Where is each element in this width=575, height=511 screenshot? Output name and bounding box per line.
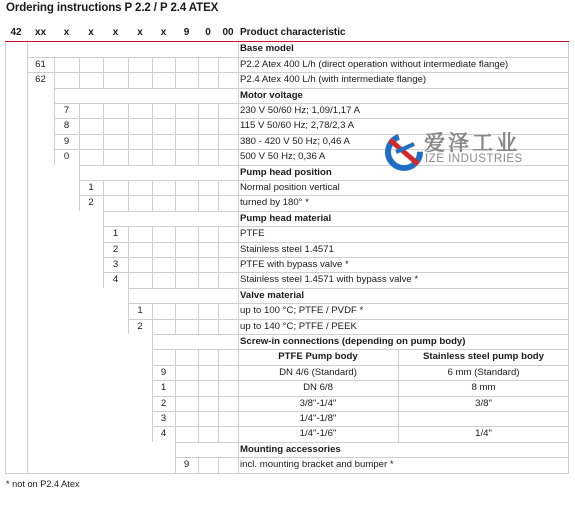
cell-divider: [198, 396, 199, 411]
cell-divider: [238, 272, 239, 287]
header-code: x: [137, 27, 143, 38]
cell-divider: [398, 396, 399, 411]
header-code: 0: [205, 27, 211, 38]
cell-divider: [175, 303, 176, 318]
cell-divider: [238, 103, 239, 118]
cell-divider: [175, 57, 176, 72]
option-code: 3: [112, 259, 119, 270]
cell-divider: [198, 103, 199, 118]
cell-divider: [152, 303, 153, 318]
outer-left: [5, 41, 6, 472]
option-stainless: [398, 411, 569, 426]
header-code: x: [160, 27, 167, 38]
option-code: 9: [63, 135, 70, 147]
cell-divider: [128, 180, 129, 195]
cell-divider: [128, 226, 129, 241]
cell-divider: [175, 257, 176, 272]
header-code: x: [88, 27, 94, 38]
cell-divider: [218, 134, 219, 149]
cell-divider: [152, 272, 153, 287]
option-code: 9: [160, 366, 167, 378]
logo-cn-text: 爱泽工业: [424, 132, 520, 155]
cell-divider: [198, 118, 199, 133]
cell-divider: [152, 334, 153, 349]
option-code: 8: [63, 120, 70, 132]
option-stainless: 8 mm: [471, 382, 496, 394]
ordering-table: [5, 25, 569, 473]
option-stainless: 3/8": [475, 397, 492, 409]
cell-divider: [128, 272, 129, 287]
cell-divider: [103, 211, 104, 226]
cell-divider: [398, 426, 399, 441]
cell-divider: [175, 365, 176, 380]
cell-divider: [103, 134, 104, 149]
option-text: 500 V 50 Hz; 0,36 A: [240, 151, 326, 163]
cell-divider: [398, 349, 399, 364]
cell-divider: [198, 380, 199, 395]
option-text: incl. mounting bracket and bumper *: [240, 459, 394, 471]
cell-divider: [218, 396, 219, 411]
cell-divider: [238, 195, 239, 210]
cell-divider: [152, 242, 153, 257]
header-code: 42: [10, 27, 22, 38]
option-text: PTFE with bypass valve *: [240, 259, 349, 270]
cell-divider: [238, 88, 239, 103]
cell-divider: [238, 57, 239, 72]
cell-divider: [103, 57, 104, 72]
option-text: Stainless steel 1.4571: [240, 243, 334, 255]
cell-divider: [398, 365, 399, 380]
cell-divider: [79, 72, 80, 87]
cell-divider: [152, 134, 153, 149]
header-code: x: [112, 27, 119, 38]
cell-divider: [218, 365, 219, 380]
subheader-ptfe: PTFE Pump body: [278, 351, 358, 363]
cell-divider: [79, 165, 80, 180]
cell-divider: [238, 180, 239, 195]
cell-divider: [152, 226, 153, 241]
cell-divider: [398, 380, 399, 395]
cell-divider: [79, 149, 80, 164]
option-code: 9: [183, 459, 190, 471]
cell-divider: [238, 288, 239, 303]
header-code: x: [63, 27, 70, 38]
cell-divider: [238, 257, 239, 272]
row-divider: [54, 88, 569, 89]
cell-divider: [175, 442, 176, 457]
option-ptfe: 1/4"-1/6": [299, 428, 337, 440]
cell-divider: [128, 118, 129, 133]
row-divider: [103, 211, 569, 212]
cell-divider: [152, 257, 153, 272]
cell-divider: [238, 334, 239, 349]
cell-divider: [128, 57, 129, 72]
cell-divider: [218, 303, 219, 318]
logo-en-text: IZE INDUSTRIES: [425, 153, 523, 165]
option-code: 2: [160, 397, 167, 409]
subheader-stainless: Stainless steel pump body: [422, 351, 545, 363]
cell-divider: [152, 319, 153, 334]
cell-divider: [218, 180, 219, 195]
option-text: P2.2 Atex 400 L/h (direct operation without intermediate flange): [240, 58, 509, 70]
option-text: 380 - 420 V 50 Hz; 0,46 A: [240, 135, 350, 147]
cell-divider: [128, 149, 129, 164]
cell-divider: [175, 242, 176, 257]
cell-divider: [175, 134, 176, 149]
cell-divider: [175, 380, 176, 395]
option-ptfe: DN 4/6 (Standard): [279, 366, 357, 378]
cell-divider: [238, 41, 239, 56]
page-title: Ordering instructions P 2.2 / P 2.4 ATEX: [6, 2, 219, 14]
cell-divider: [198, 349, 199, 364]
option-ptfe: DN 6/8: [303, 382, 333, 394]
section-heading: Pump head material: [240, 212, 332, 224]
cell-divider: [152, 180, 153, 195]
cell-divider: [198, 365, 199, 380]
cell-divider: [198, 257, 199, 272]
cell-divider: [198, 149, 199, 164]
cell-divider: [175, 72, 176, 87]
cell-divider: [175, 411, 176, 426]
cell-divider: [218, 149, 219, 164]
option-text: up to 100 °C; PTFE / PVDF *: [240, 305, 364, 317]
cell-divider: [218, 380, 219, 395]
cell-divider: [175, 118, 176, 133]
cell-divider: [198, 195, 199, 210]
cell-divider: [152, 349, 153, 364]
header-rule: [5, 41, 569, 42]
cell-divider: [198, 319, 199, 334]
cell-divider: [218, 72, 219, 87]
option-code: 61: [35, 58, 46, 70]
cell-divider: [128, 257, 129, 272]
section-heading: Mounting accessories: [240, 443, 341, 455]
header-label: Product characteristic: [240, 27, 346, 38]
cell-divider: [152, 118, 153, 133]
cell-divider: [152, 103, 153, 118]
option-stainless: 1/4": [475, 428, 492, 440]
footnote: * not on P2.4 Atex: [6, 479, 80, 489]
option-code: 2: [88, 197, 94, 209]
option-text: 115 V 50/60 Hz; 2,78/2,3 A: [240, 120, 354, 132]
option-text: 230 V 50/60 Hz; 1,09/1,17 A: [240, 105, 361, 116]
option-code: 1: [160, 382, 167, 394]
row-divider: [103, 226, 569, 227]
cell-divider: [218, 103, 219, 118]
outer-right: [568, 41, 569, 472]
row-divider: [128, 288, 569, 289]
ize-logo: [384, 130, 559, 180]
cell-divider: [398, 411, 399, 426]
row-divider: [175, 442, 569, 443]
section-heading: Base model: [240, 43, 294, 55]
cell-divider: [128, 134, 129, 149]
option-code: 4: [160, 428, 167, 440]
option-code: 3: [160, 413, 167, 424]
cell-divider: [198, 57, 199, 72]
cell-divider: [238, 134, 239, 149]
option-code: 7: [63, 105, 70, 116]
option-code: 4: [112, 274, 119, 286]
option-code: 1: [112, 228, 119, 240]
cell-divider: [238, 72, 239, 87]
option-text: PTFE: [240, 228, 265, 240]
cell-divider: [218, 319, 219, 334]
cell-divider: [238, 149, 239, 164]
cell-divider: [79, 134, 80, 149]
cell-divider: [238, 442, 239, 457]
cell-divider: [128, 72, 129, 87]
cell-divider: [54, 88, 55, 103]
cell-divider: [152, 72, 153, 87]
option-ptfe: 1/4"-1/8": [299, 413, 337, 424]
cell-divider: [175, 349, 176, 364]
cell-divider: [198, 72, 199, 87]
header-code: xx: [34, 27, 47, 38]
cell-divider: [175, 180, 176, 195]
cell-divider: [218, 118, 219, 133]
cell-divider: [103, 72, 104, 87]
cell-divider: [218, 457, 219, 472]
section-heading: Screw-in connections (depending on pump body): [240, 336, 466, 347]
cell-divider: [175, 426, 176, 441]
option-text: P2.4 Atex 400 L/h (with intermediate flange): [240, 74, 427, 86]
cell-divider: [175, 319, 176, 334]
option-stainless: 6 mm (Standard): [447, 366, 520, 378]
cell-divider: [198, 303, 199, 318]
option-code: 62: [35, 74, 46, 86]
cell-divider: [103, 195, 104, 210]
cell-divider: [218, 226, 219, 241]
cell-divider: [128, 288, 129, 303]
cell-divider: [79, 103, 80, 118]
option-code: 2: [112, 243, 119, 255]
cell-divider: [238, 118, 239, 133]
section-heading: Valve material: [240, 289, 305, 301]
cell-divider: [103, 180, 104, 195]
cell-divider: [54, 72, 55, 87]
option-code: 1: [137, 305, 143, 317]
cell-divider: [103, 118, 104, 133]
option-text: turned by 180° *: [240, 197, 309, 209]
cell-divider: [128, 103, 129, 118]
cell-divider: [175, 226, 176, 241]
cell-divider: [218, 272, 219, 287]
cell-divider: [218, 411, 219, 426]
option-ptfe: 3/8"-1/4": [299, 397, 337, 409]
cell-divider: [238, 226, 239, 241]
cell-divider: [128, 242, 129, 257]
option-code: 2: [137, 320, 143, 332]
row-divider: [103, 242, 569, 243]
option-text: Normal position vertical: [240, 182, 340, 193]
cell-divider: [103, 103, 104, 118]
cell-divider: [175, 195, 176, 210]
cell-divider: [79, 118, 80, 133]
cell-divider: [238, 319, 239, 334]
cell-divider: [175, 272, 176, 287]
cell-divider: [152, 57, 153, 72]
option-code: 1: [88, 182, 94, 193]
cell-divider: [238, 303, 239, 318]
cell-divider: [198, 411, 199, 426]
cell-divider: [175, 149, 176, 164]
cell-divider: [218, 349, 219, 364]
cell-divider: [218, 57, 219, 72]
ize-logo-icon: [384, 130, 424, 174]
cell-divider: [54, 57, 55, 72]
table-bottom: [5, 473, 569, 474]
cell-divider: [238, 211, 239, 226]
option-code: 0: [63, 151, 70, 163]
outer-left-2: [27, 41, 28, 472]
cell-divider: [103, 149, 104, 164]
cell-divider: [152, 149, 153, 164]
cell-divider: [238, 457, 239, 472]
cell-divider: [198, 134, 199, 149]
cell-divider: [218, 195, 219, 210]
cell-divider: [198, 226, 199, 241]
cell-divider: [128, 195, 129, 210]
header-code: 00: [222, 27, 234, 38]
cell-divider: [198, 272, 199, 287]
cell-divider: [198, 457, 199, 472]
cell-divider: [218, 242, 219, 257]
cell-divider: [238, 165, 239, 180]
section-heading: Motor voltage: [240, 89, 303, 101]
cell-divider: [175, 103, 176, 118]
cell-divider: [152, 195, 153, 210]
cell-divider: [79, 57, 80, 72]
cell-divider: [198, 242, 199, 257]
option-text: Stainless steel 1.4571 with bypass valve *: [240, 274, 419, 286]
cell-divider: [218, 426, 219, 441]
cell-divider: [198, 426, 199, 441]
option-text: up to 140 °C; PTFE / PEEK: [240, 320, 357, 332]
header-code: 9: [183, 27, 190, 38]
cell-divider: [198, 180, 199, 195]
cell-divider: [218, 257, 219, 272]
section-heading: Pump head position: [240, 166, 332, 178]
cell-divider: [238, 242, 239, 257]
cell-divider: [175, 396, 176, 411]
